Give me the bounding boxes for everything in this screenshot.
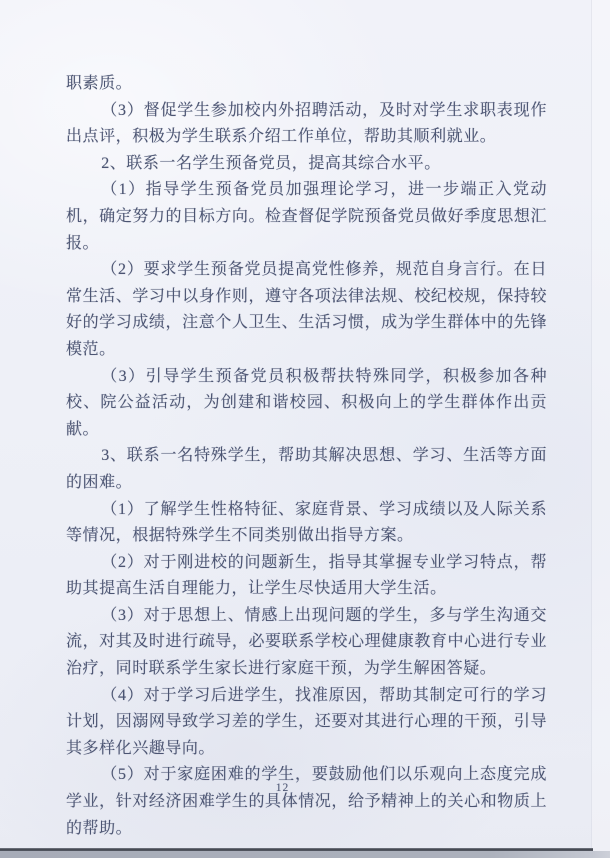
paragraph: （5）对于家庭困难的学生，要鼓励他们以乐观向上态度完成学业，针对经济困难学生的具体情况，给予精神上的关心和物质上的帮助。 (66, 766, 547, 837)
paragraph: （1）了解学生性格特征、家庭背景、学习成绩以及人际关系等情况，根据特殊学生不同类别做出指导方案。 (66, 500, 547, 545)
paragraph: （3）引导学生预备党员积极帮扶特殊同学，积极参加各种校、院公益活动，为创建和谐校园、积极向上的学生群体作出贡献。 (66, 367, 547, 438)
paragraph: 职素质。 (66, 75, 133, 92)
page-number: 12 (275, 782, 290, 794)
paragraph: （4）对于学习后进学生，找准原因，帮助其制定可行的学习计划，因溺网导致学习差的学生，还要对其进行心理的干预，引导其多样化兴趣导向。 (66, 686, 547, 757)
paragraph: （1）指导学生预备党员加强理论学习，进一步端正入党动机，确定努力的目标方向。检查督促学院预备党员做好季度思想汇报。 (66, 181, 547, 252)
document-body (66, 71, 547, 842)
paragraph: （3）督促学生参加校内外招聘活动，及时对学生求职表现作出点评，积极为学生联系介绍工作单位，帮助其顺利就业。 (66, 101, 547, 146)
paragraph: 3、联系一名特殊学生，帮助其解决思想、学习、生活等方面的困难。 (66, 447, 547, 491)
scanner-background (0, 851, 610, 858)
paragraph: 2、联系一名学生预备党员，提高其综合水平。 (101, 154, 441, 172)
paragraph: （3）对于思想上、情感上出现问题的学生，多与学生沟通交流，对其及时进行疏导，必要联系学校心理健康教育中心进行专业治疗，同时联系学生家长进行家庭干预，为学生解困答疑。 (66, 606, 547, 678)
paper-right-edge (591, 0, 610, 851)
paragraph: （2）要求学生预备党员提高党性修养，规范自身言行。在日常生活、学习中以身作则，遵守各项法律法规、校纪校规，保持较好的学习成绩，注意个人卫生、生活习惯，成为学生群体中的先锋模范。 (66, 261, 547, 358)
paragraph: （2）对于刚进校的问题新生，指导其掌握专业学习特点，帮助其提高生活自理能力，让学生尽快适用大学生活。 (66, 553, 547, 598)
